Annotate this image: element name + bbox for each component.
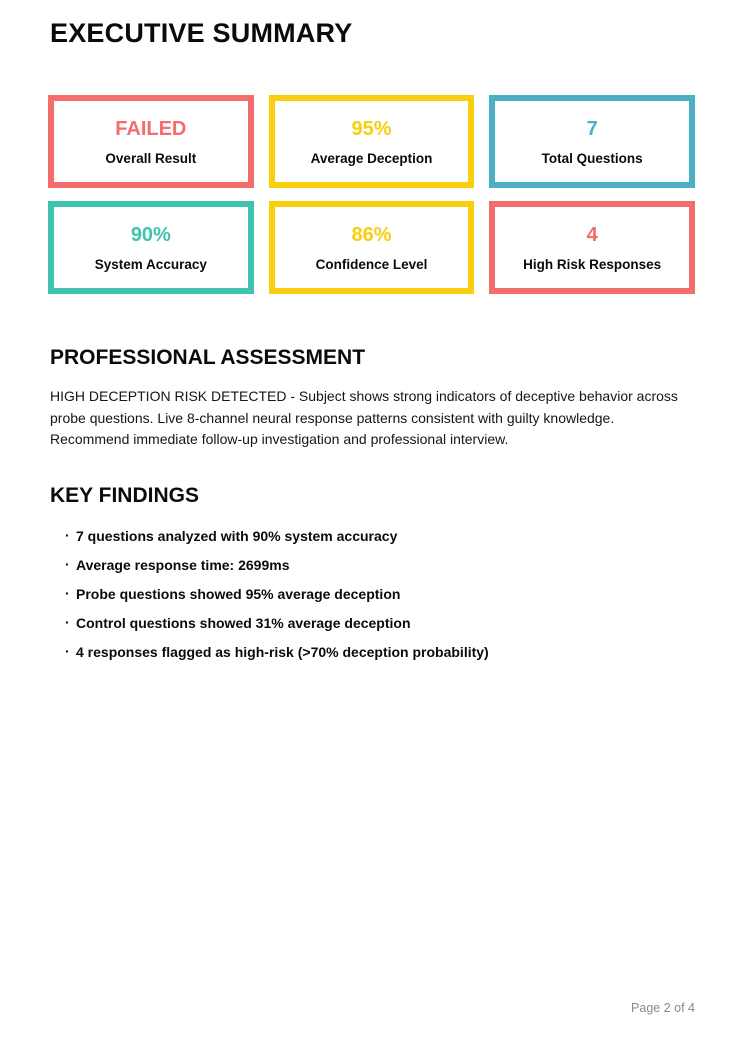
key-finding-item: · Control questions showed 31% average deception bbox=[50, 616, 695, 630]
assessment-body-text: HIGH DECEPTION RISK DETECTED - Subject shows strong indicators of deceptive behavior across probe questions. Live 8-channel neural response patterns consistent with guilty knowledge. Recommend immediate follow-up investigation and professional interview. bbox=[50, 388, 678, 447]
stat-label: Overall Result bbox=[105, 150, 197, 166]
stat-card-total-questions bbox=[489, 95, 695, 188]
stat-card-high-risk-responses bbox=[489, 201, 695, 294]
key-findings-list bbox=[50, 529, 695, 659]
key-finding-item: · Average response time: 2699ms bbox=[50, 558, 695, 572]
stat-value: 4 bbox=[586, 223, 598, 246]
stat-value: 95% bbox=[351, 117, 392, 140]
key-finding-item: · Probe questions showed 95% average deception bbox=[50, 587, 695, 601]
summary-cards-grid bbox=[48, 95, 695, 294]
page-number: Page 2 of 4 bbox=[631, 1001, 695, 1015]
stat-card-system-accuracy bbox=[48, 201, 254, 294]
stat-value: 90% bbox=[130, 223, 171, 246]
key-finding-item: · 4 responses flagged as high-risk (>70% deception probability) bbox=[50, 645, 695, 659]
assessment-heading: PROFESSIONAL ASSESSMENT bbox=[50, 346, 366, 369]
stat-label: High Risk Responses bbox=[523, 256, 662, 272]
page-title: EXECUTIVE SUMMARY bbox=[50, 18, 353, 48]
stat-label: Confidence Level bbox=[315, 256, 428, 272]
stat-label: Average Deception bbox=[310, 150, 433, 166]
stat-label: Total Questions bbox=[541, 150, 643, 166]
stat-value: 7 bbox=[586, 117, 598, 140]
stat-value: 86% bbox=[351, 223, 392, 246]
key-finding-item: · 7 questions analyzed with 90% system accuracy bbox=[50, 529, 695, 543]
report-page bbox=[50, 0, 695, 659]
key-findings-heading: KEY FINDINGS bbox=[50, 483, 199, 507]
stat-label: System Accuracy bbox=[94, 256, 207, 272]
stat-card-average-deception bbox=[269, 95, 475, 188]
stat-card-confidence-level bbox=[269, 201, 475, 294]
stat-value: FAILED bbox=[115, 117, 187, 140]
stat-card-overall-result bbox=[48, 95, 254, 188]
